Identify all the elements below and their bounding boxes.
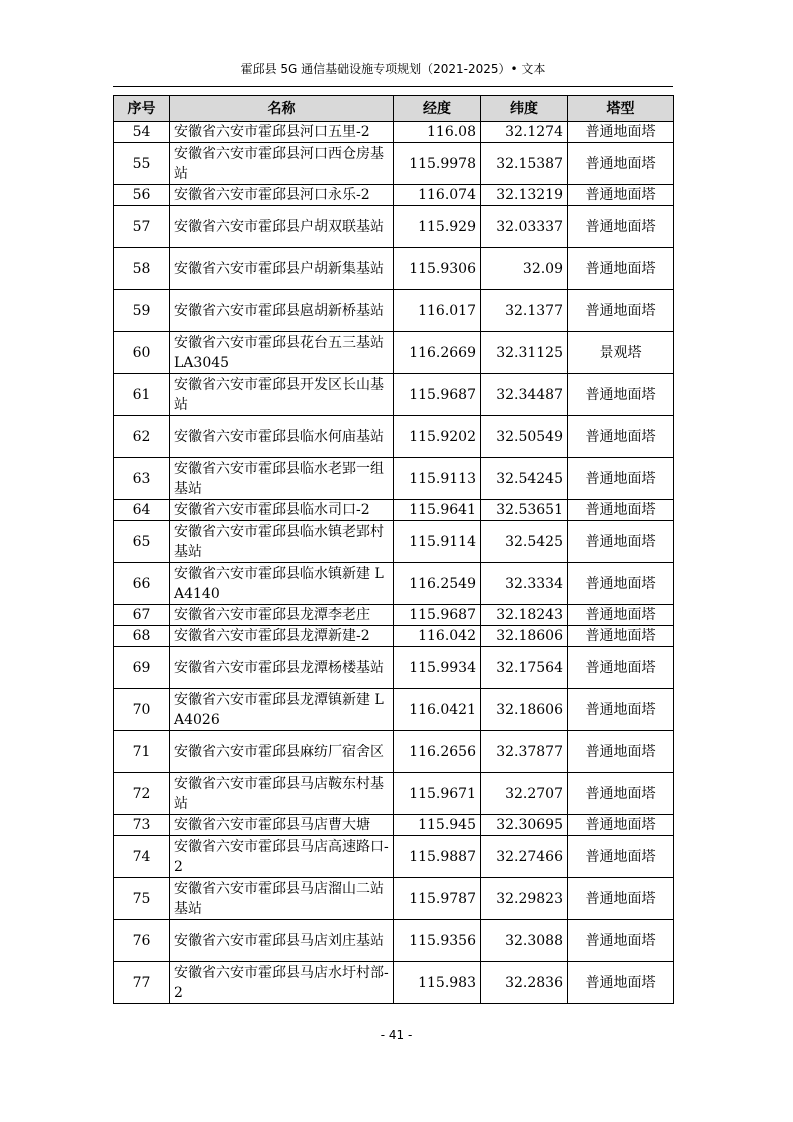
table-row [114, 605, 674, 626]
table-row [114, 122, 674, 143]
cell-tower-type: 普通地面塔 [568, 626, 674, 647]
cell-no: 63 [114, 458, 170, 500]
cell-longitude: 115.9978 [394, 143, 481, 185]
table-row [114, 626, 674, 647]
cell-name: 安徽省六安市霍邱县户胡双联基站 [170, 206, 394, 248]
cell-no: 64 [114, 500, 170, 521]
cell-no: 55 [114, 143, 170, 185]
table-row [114, 332, 674, 374]
table-row [114, 500, 674, 521]
cell-no: 76 [114, 920, 170, 962]
table-row [114, 920, 674, 962]
cell-no: 58 [114, 248, 170, 290]
table-row [114, 836, 674, 878]
cell-name: 安徽省六安市霍邱县龙潭杨楼基站 [170, 647, 394, 689]
cell-tower-type: 普通地面塔 [568, 416, 674, 458]
cell-longitude: 115.9934 [394, 647, 481, 689]
cell-tower-type: 普通地面塔 [568, 689, 674, 731]
cell-name: 安徽省六安市霍邱县河口五里-2 [170, 122, 394, 143]
cell-latitude: 32.53651 [481, 500, 568, 521]
table-row [114, 248, 674, 290]
cell-tower-type: 普通地面塔 [568, 815, 674, 836]
table-row [114, 689, 674, 731]
cell-longitude: 115.9306 [394, 248, 481, 290]
table-row [114, 290, 674, 332]
cell-latitude: 32.3334 [481, 563, 568, 605]
cell-longitude: 115.929 [394, 206, 481, 248]
cell-tower-type: 普通地面塔 [568, 920, 674, 962]
table-row [114, 731, 674, 773]
cell-latitude: 32.50549 [481, 416, 568, 458]
cell-no: 65 [114, 521, 170, 563]
cell-tower-type: 普通地面塔 [568, 500, 674, 521]
column-header-tower-type: 塔型 [568, 96, 674, 122]
cell-no: 56 [114, 185, 170, 206]
cell-latitude: 32.03337 [481, 206, 568, 248]
column-header-name: 名称 [170, 96, 394, 122]
cell-no: 74 [114, 836, 170, 878]
cell-longitude: 115.9687 [394, 605, 481, 626]
cell-longitude: 115.945 [394, 815, 481, 836]
table-row [114, 521, 674, 563]
cell-latitude: 32.17564 [481, 647, 568, 689]
cell-name: 安徽省六安市霍邱县临水老郢一组基站 [170, 458, 394, 500]
cell-tower-type: 普通地面塔 [568, 374, 674, 416]
cell-tower-type: 普通地面塔 [568, 878, 674, 920]
cell-latitude: 32.3088 [481, 920, 568, 962]
cell-longitude: 116.0421 [394, 689, 481, 731]
cell-no: 57 [114, 206, 170, 248]
table-row [114, 815, 674, 836]
cell-tower-type: 普通地面塔 [568, 458, 674, 500]
cell-tower-type: 普通地面塔 [568, 206, 674, 248]
cell-name: 安徽省六安市霍邱县龙潭新建-2 [170, 626, 394, 647]
cell-name: 安徽省六安市霍邱县开发区长山基站 [170, 374, 394, 416]
cell-latitude: 32.2836 [481, 962, 568, 1004]
cell-name: 安徽省六安市霍邱县马店高速路口-2 [170, 836, 394, 878]
cell-tower-type: 普通地面塔 [568, 962, 674, 1004]
table-row [114, 647, 674, 689]
cell-longitude: 115.9356 [394, 920, 481, 962]
cell-name: 安徽省六安市霍邱县龙潭李老庄 [170, 605, 394, 626]
cell-latitude: 32.18606 [481, 689, 568, 731]
cell-no: 67 [114, 605, 170, 626]
cell-no: 61 [114, 374, 170, 416]
table-row [114, 416, 674, 458]
cell-tower-type: 景观塔 [568, 332, 674, 374]
cell-longitude: 115.9114 [394, 521, 481, 563]
cell-name: 安徽省六安市霍邱县马店水圩村部-2 [170, 962, 394, 1004]
cell-name: 安徽省六安市霍邱县临水镇老郢村基站 [170, 521, 394, 563]
cell-name: 安徽省六安市霍邱县临水何庙基站 [170, 416, 394, 458]
cell-tower-type: 普通地面塔 [568, 122, 674, 143]
cell-latitude: 32.37877 [481, 731, 568, 773]
cell-name: 安徽省六安市霍邱县马店刘庄基站 [170, 920, 394, 962]
table-row [114, 206, 674, 248]
cell-no: 71 [114, 731, 170, 773]
table-row [114, 878, 674, 920]
cell-no: 75 [114, 878, 170, 920]
table-row [114, 143, 674, 185]
cell-no: 77 [114, 962, 170, 1004]
cell-no: 69 [114, 647, 170, 689]
cell-latitude: 32.27466 [481, 836, 568, 878]
cell-longitude: 116.042 [394, 626, 481, 647]
cell-latitude: 32.18243 [481, 605, 568, 626]
cell-latitude: 32.54245 [481, 458, 568, 500]
column-header-longitude: 经度 [394, 96, 481, 122]
cell-longitude: 116.074 [394, 185, 481, 206]
cell-no: 62 [114, 416, 170, 458]
table-row [114, 962, 674, 1004]
cell-longitude: 116.08 [394, 122, 481, 143]
cell-name: 安徽省六安市霍邱县花台五三基站 LA3045 [170, 332, 394, 374]
cell-longitude: 115.983 [394, 962, 481, 1004]
cell-no: 66 [114, 563, 170, 605]
cell-tower-type: 普通地面塔 [568, 731, 674, 773]
table-row [114, 563, 674, 605]
cell-longitude: 115.9113 [394, 458, 481, 500]
cell-longitude: 115.9887 [394, 836, 481, 878]
cell-no: 73 [114, 815, 170, 836]
base-station-table [113, 95, 674, 1004]
cell-latitude: 32.1274 [481, 122, 568, 143]
cell-tower-type: 普通地面塔 [568, 521, 674, 563]
cell-latitude: 32.18606 [481, 626, 568, 647]
cell-tower-type: 普通地面塔 [568, 563, 674, 605]
cell-longitude: 116.2669 [394, 332, 481, 374]
table-body [114, 122, 674, 1004]
cell-tower-type: 普通地面塔 [568, 773, 674, 815]
cell-latitude: 32.15387 [481, 143, 568, 185]
table-row [114, 185, 674, 206]
cell-latitude: 32.09 [481, 248, 568, 290]
table-row [114, 458, 674, 500]
column-header-no: 序号 [114, 96, 170, 122]
table-row [114, 374, 674, 416]
cell-name: 安徽省六安市霍邱县马店曹大塘 [170, 815, 394, 836]
document-header-title: 霍邱县 5G 通信基础设施专项规划（2021-2025）• 文本 [240, 62, 546, 76]
cell-latitude: 32.5425 [481, 521, 568, 563]
cell-no: 60 [114, 332, 170, 374]
cell-name: 安徽省六安市霍邱县临水镇新建 LA4140 [170, 563, 394, 605]
cell-name: 安徽省六安市霍邱县马店鞍东村基站 [170, 773, 394, 815]
cell-no: 72 [114, 773, 170, 815]
cell-name: 安徽省六安市霍邱县扈胡新桥基站 [170, 290, 394, 332]
cell-name: 安徽省六安市霍邱县户胡新集基站 [170, 248, 394, 290]
cell-name: 安徽省六安市霍邱县马店溜山二站基站 [170, 878, 394, 920]
cell-name: 安徽省六安市霍邱县河口西仓房基站 [170, 143, 394, 185]
cell-name: 安徽省六安市霍邱县龙潭镇新建 LA4026 [170, 689, 394, 731]
table-row [114, 773, 674, 815]
cell-latitude: 32.29823 [481, 878, 568, 920]
cell-latitude: 32.34487 [481, 374, 568, 416]
cell-latitude: 32.1377 [481, 290, 568, 332]
cell-longitude: 115.9787 [394, 878, 481, 920]
cell-tower-type: 普通地面塔 [568, 836, 674, 878]
cell-no: 70 [114, 689, 170, 731]
cell-name: 安徽省六安市霍邱县临水司口-2 [170, 500, 394, 521]
cell-tower-type: 普通地面塔 [568, 143, 674, 185]
cell-latitude: 32.2707 [481, 773, 568, 815]
cell-tower-type: 普通地面塔 [568, 290, 674, 332]
cell-longitude: 115.9641 [394, 500, 481, 521]
cell-longitude: 115.9671 [394, 773, 481, 815]
cell-latitude: 32.30695 [481, 815, 568, 836]
header-divider [113, 86, 673, 87]
cell-latitude: 32.31125 [481, 332, 568, 374]
cell-tower-type: 普通地面塔 [568, 248, 674, 290]
cell-longitude: 115.9687 [394, 374, 481, 416]
cell-longitude: 116.017 [394, 290, 481, 332]
cell-tower-type: 普通地面塔 [568, 185, 674, 206]
cell-no: 54 [114, 122, 170, 143]
cell-no: 59 [114, 290, 170, 332]
table-header-row [114, 96, 674, 122]
cell-latitude: 32.13219 [481, 185, 568, 206]
column-header-latitude: 纬度 [481, 96, 568, 122]
page-number: - 41 - [380, 1028, 413, 1042]
cell-longitude: 116.2656 [394, 731, 481, 773]
cell-tower-type: 普通地面塔 [568, 605, 674, 626]
cell-longitude: 116.2549 [394, 563, 481, 605]
cell-no: 68 [114, 626, 170, 647]
cell-tower-type: 普通地面塔 [568, 647, 674, 689]
cell-longitude: 115.9202 [394, 416, 481, 458]
cell-name: 安徽省六安市霍邱县麻纺厂宿舍区 [170, 731, 394, 773]
cell-name: 安徽省六安市霍邱县河口永乐-2 [170, 185, 394, 206]
